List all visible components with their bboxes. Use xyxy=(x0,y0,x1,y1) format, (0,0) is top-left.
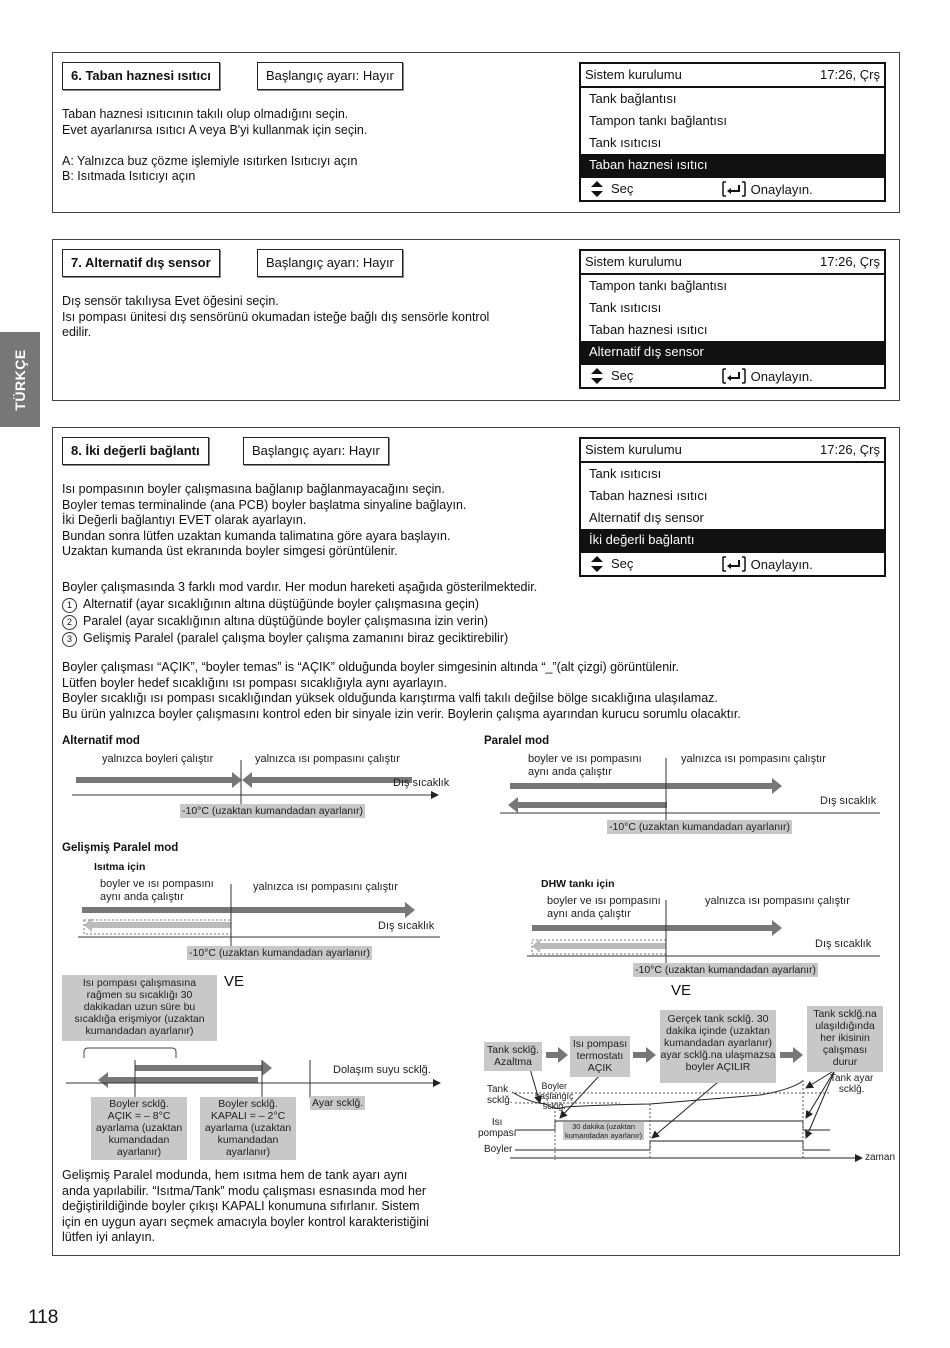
menu-item[interactable]: Tank bağlantısı xyxy=(589,91,677,106)
screen-header: Sistem kurulumu xyxy=(585,442,682,457)
flow-arrow-3 xyxy=(780,1047,803,1063)
menu-item[interactable]: Tampon tankı bağlantısı xyxy=(589,278,728,293)
mode-number: 3 xyxy=(62,632,77,647)
select-label: Seç xyxy=(611,556,634,571)
timing-tank-label: Tank scklğ. xyxy=(487,1084,513,1106)
par-boiler-bar xyxy=(508,797,667,813)
section-6-description: Taban haznesi ısıtıcının takılı olup olmadığını seçin. Evet ayarlanırsa ısıtıcı A veya B'yi kullanmak için seçin. A: Yalnızca buz çözme işlemiyle ısıtırken Isıtıcıyı açın B: Isıtmada Isıtıcıyı açın xyxy=(62,107,368,183)
dhw-title: DHW tankı için xyxy=(541,878,615,890)
adv-heat-title: Isıtma için xyxy=(94,861,146,873)
boiler-off-box: Boyler scklğ. KAPALI = – 2°C ayarlama (uzaktan kumandadan ayarlanır) xyxy=(200,1097,296,1160)
menu-item-selected[interactable]: Alternatif dış sensor xyxy=(581,341,884,363)
menu-item[interactable]: Tank ısıtıcısı xyxy=(589,135,662,150)
par-hp-bar xyxy=(510,778,782,794)
section-6-default: Başlangıç ayarı: Hayır xyxy=(257,62,403,90)
timing-thirty-label: 30 dakika (uzaktan kumandadan ayarlanır) xyxy=(565,1122,643,1140)
par-set-label: -10°C (uzaktan kumandadan ayarlanır) xyxy=(609,821,791,833)
adv-heat-set-label: -10°C (uzaktan kumandadan ayarlanır) xyxy=(189,947,371,959)
flow-step-1: Tank scklğ. Azaltma xyxy=(484,1042,542,1071)
par-axis-label: Dış sıcaklık xyxy=(820,795,877,807)
dhw-boiler-bar xyxy=(532,939,666,953)
dhw-axis-label: Dış sıcaklık xyxy=(815,938,872,950)
timing-pointer-3 xyxy=(652,1082,718,1138)
dhw-ve-label: VE xyxy=(671,982,692,999)
screen-time: 17:26, Çrş xyxy=(820,67,880,82)
notes: Boyler çalışması “AÇIK”, “boyler temas” is “AÇIK” olduğunda boyler simgesinin altında “_”(alt çizgi) görüntülenir. Lütfen boyler hedef sıcaklığını ısı pompası sıcaklığıyla aynı ayarlayın. Boyler sıcaklığı ısı pompası sıcaklığından yüksek olduğunda karıştırma valfi takılı değilse bölge sıcaklığına ulaşılamaz. Bu ürün yalnızca boyler çalışmasını kontrol eden bir sinyale izin verir. Boylerin çalışma ayarından kurucu sorumlu olacaktır. xyxy=(62,660,741,721)
section-8-default: Başlangıç ayarı: Hayır xyxy=(243,437,389,465)
alt-set-label: -10°C (uzaktan kumandadan ayarlanır) xyxy=(182,805,364,817)
water-upper-bar xyxy=(135,1060,272,1076)
adv-heat-axis-label: Dış sıcaklık xyxy=(378,920,435,932)
mode-text: Paralel (ayar sıcaklığının altına düştüğünde boyler çalışmasına izin verin) xyxy=(83,614,489,628)
alt-boiler-bar xyxy=(76,772,242,788)
confirm-label: Onaylayın. xyxy=(750,369,813,384)
flow-arrow-2 xyxy=(633,1047,656,1063)
timing-start-label: Boyler başlangıç scklğ. xyxy=(535,1081,574,1111)
screen-header: Sistem kurulumu xyxy=(585,67,682,82)
dhw-set-label: -10°C (uzaktan kumandadan ayarlanır) xyxy=(635,964,817,976)
dhw-hp-bar xyxy=(532,920,782,936)
flow-step-3: Gerçek tank scklğ. 30 dakika içinde (uzaktan kumandadan ayarlanır) ayar scklğ.na ulaşmazsa boyler AÇILIR xyxy=(660,1010,776,1083)
mode-text: Alternatif (ayar sıcaklığının altına düştüğünde boyler çalışmasına geçin) xyxy=(83,597,480,611)
alt-hp-bar xyxy=(242,772,412,788)
select-label: Seç xyxy=(611,368,634,383)
adv-heat-left-label: boyler ve ısı pompasını aynı anda çalıştır xyxy=(100,878,214,903)
alt-mode-diagram xyxy=(72,760,438,808)
confirm-label: Onaylayın. xyxy=(750,182,813,197)
language-label: TÜRKÇE xyxy=(12,348,28,411)
section-7-title: 7. Alternatif dış sensor xyxy=(62,249,220,277)
section-8-title: 8. İki değerli bağlantı xyxy=(62,437,209,465)
par-left-label: boyler ve ısı pompasını aynı anda çalıştır xyxy=(528,753,642,778)
water-axis-label: Dolaşım suyu scklğ. xyxy=(333,1064,431,1076)
dhw-right-label: yalnızca ısı pompasını çalıştır xyxy=(705,895,850,907)
flow-arrow-1 xyxy=(546,1047,568,1063)
alt-axis-label: Dış sıcaklık xyxy=(393,777,450,789)
timing-tank-set-label: Tank ayar scklğ. xyxy=(830,1073,874,1095)
screen-time: 17:26, Çrş xyxy=(820,442,880,457)
alt-mode-title: Alternatif mod xyxy=(62,735,140,747)
adv-condition-box: Isı pompası çalışmasına rağmen su sıcaklığı 30 dakikadan uzun süre bu sıcaklığa erişmiyor (uzaktan kumandadan ayarlanır) xyxy=(62,975,217,1041)
timing-boiler-signal xyxy=(515,1141,830,1150)
menu-item[interactable]: Alternatif dış sensor xyxy=(589,510,704,525)
screen-time: 17:26, Çrş xyxy=(820,254,880,269)
adv-ve-label: VE xyxy=(224,973,245,990)
confirm-label: Onaylayın. xyxy=(750,557,813,572)
section-6-title: 6. Taban haznesi ısıtıcı xyxy=(62,62,220,90)
advanced-footer-note: Gelişmiş Paralel modunda, hem ısıtma hem de tank ayarı aynı anda yapılabilir. “Isıtma/Tank” modu çalışması esnasında mod her değiştirildiğinde boyler çıkışı KAPALI konumuna sıfırlanır. Sistem için en uygun ayarı seçmek amacıyla boyler kontrol karakteristiğini lütfen iyi anlayın. xyxy=(62,1168,429,1244)
alt-left-label: yalnızca boyleri çalıştır xyxy=(102,753,214,765)
mode-number: 1 xyxy=(62,598,77,613)
menu-item-selected[interactable]: Taban haznesi ısıtıcı xyxy=(581,154,884,176)
dhw-left-label: boyler ve ısı pompasını aynı anda çalıştır xyxy=(547,895,661,920)
modes-intro: Boyler çalışmasında 3 farklı mod vardır. Her modun hareketi aşağıda gösterilmektedir. xyxy=(62,580,538,594)
menu-item[interactable]: Taban haznesi ısıtıcı xyxy=(589,488,708,503)
menu-item[interactable]: Tank ısıtıcısı xyxy=(589,300,662,315)
par-mode-title: Paralel mod xyxy=(484,735,550,747)
flow-step-2: Isı pompası termostatı AÇIK xyxy=(570,1036,630,1077)
flow-step-4: Tank scklğ.na ulaşıldığında her ikisinin çalışması durur xyxy=(807,1006,883,1072)
menu-item-selected[interactable]: İki değerli bağlantı xyxy=(581,529,884,551)
menu-item[interactable]: Taban haznesi ısıtıcı xyxy=(589,322,708,337)
adv-mode-title: Gelişmiş Paralel mod xyxy=(62,842,179,854)
par-right-label: yalnızca ısı pompasını çalıştır xyxy=(681,753,826,765)
timing-boiler-label: Boyler xyxy=(484,1144,513,1155)
menu-item[interactable]: Tank ısıtıcısı xyxy=(589,466,662,481)
boiler-on-box: Boyler scklğ. AÇIK = – 8°C ayarlama (uzaktan kumandadan ayarlanır) xyxy=(91,1097,187,1160)
select-label: Seç xyxy=(611,181,634,196)
screen-header: Sistem kurulumu xyxy=(585,254,682,269)
water-lower-bar xyxy=(98,1072,258,1088)
page-number: 118 xyxy=(28,1307,59,1328)
adv-heat-right-label: yalnızca ısı pompasını çalıştır xyxy=(253,881,398,893)
timing-hp-label: Isı pompası xyxy=(478,1117,517,1139)
section-7-description: Dış sensör takılıysa Evet öğesini seçin. Isı pompası ünitesi dış sensörünü okumadan isteğe bağlı dış sensörle kontrol edilir. xyxy=(62,294,490,339)
alt-right-label: yalnızca ısı pompasını çalıştır xyxy=(255,753,400,765)
mode-text: Gelişmiş Paralel (paralel çalışma boyler çalışma zamanını biraz geciktirebilir) xyxy=(83,631,509,645)
water-bracket xyxy=(84,1048,176,1058)
section-8-description: Isı pompasının boyler çalışmasına bağlanıp bağlanmayacağını seçin. Boyler temas terminalinde (ana PCB) boyler başlatma sinyaline bağlayın. İki Değerli bağlantıyı EVET olarak ayarlayın. Bundan sonra lütfen uzaktan kumanda talimatına göre ayara başlayın. Uzaktan kumanda üst ekranında boyler simgesi görüntülenir. xyxy=(62,482,467,558)
mode-number: 2 xyxy=(62,615,77,630)
adv-heat-hp-bar xyxy=(82,902,415,918)
section-7-default: Başlangıç ayarı: Hayır xyxy=(257,249,403,277)
menu-item[interactable]: Tampon tankı bağlantısı xyxy=(589,113,728,128)
setpoint-box: Ayar scklğ. xyxy=(312,1097,364,1109)
timing-time-label: zaman xyxy=(865,1152,896,1163)
